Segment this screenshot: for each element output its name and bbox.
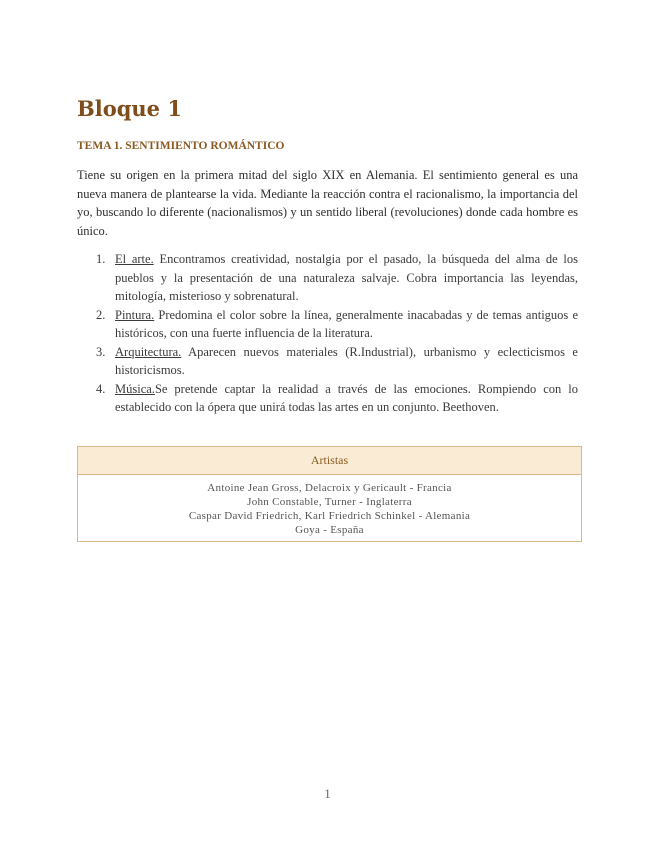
list-number: 3. — [96, 344, 106, 359]
page-title: Bloque 1 — [77, 96, 182, 121]
list-item — [77, 250, 578, 306]
list-number: 2. — [96, 307, 106, 322]
intro-paragraph: Tiene su origen en la primera mitad del siglo XIX en Alemania. El sentimiento general es una nueva manera de plantearse la vida. Mediante la reacción contra el racionalismo, la importancia del yo, buscando lo diferente (nacionalismos) y un sentido liberal (revoluciones) donde cada hombre es único. — [77, 168, 578, 239]
list-item — [77, 343, 578, 380]
characteristics-list — [77, 250, 578, 417]
list-text: Aparecen nuevos materiales (R.Industrial), urbanismo y eclecticismos e historicismos. — [115, 344, 578, 377]
list-term: Música. — [115, 381, 155, 396]
artist-line: Caspar David Friedrich, Karl Friedrich Schinkel - Alemania — [188, 510, 471, 522]
artist-line: Goya - España — [295, 524, 364, 536]
artists-table — [77, 446, 582, 542]
list-text: Encontramos creatividad, nostalgia por el pasado, la búsqueda del alma de los pueblos y la presentación de una naturaleza salvaje. Cobra importancia las leyendas, mitología, misterioso y sobrenatural. — [115, 252, 578, 303]
list-item — [77, 380, 578, 417]
page-number: 1 — [324, 786, 331, 801]
list-text: Se pretende captar la realidad a través de las emociones. Rompiendo con lo establecido con la ópera que unirá todas las artes en un conjunto. Beethoven. — [115, 381, 578, 414]
list-item — [77, 306, 578, 343]
artist-line: John Constable, Turner - Inglaterra — [247, 496, 412, 508]
artists-list — [78, 475, 581, 537]
list-term: Pintura. — [115, 307, 155, 322]
artist-line: Antoine Jean Gross, Delacroix y Gericault - Francia — [207, 482, 452, 494]
section-subtitle: TEMA 1. SENTIMIENTO ROMÁNTICO — [77, 140, 285, 152]
list-number: 1. — [96, 252, 106, 266]
list-term: El arte. — [115, 252, 154, 266]
artists-heading: Artistas — [78, 447, 581, 475]
list-term: Arquitectura. — [115, 344, 182, 359]
list-number: 4. — [96, 381, 106, 396]
list-text: Predomina el color sobre la línea, generalmente inacabadas y de temas antiguos e históricos, con una fuerte influencia de la literatura. — [115, 307, 578, 340]
